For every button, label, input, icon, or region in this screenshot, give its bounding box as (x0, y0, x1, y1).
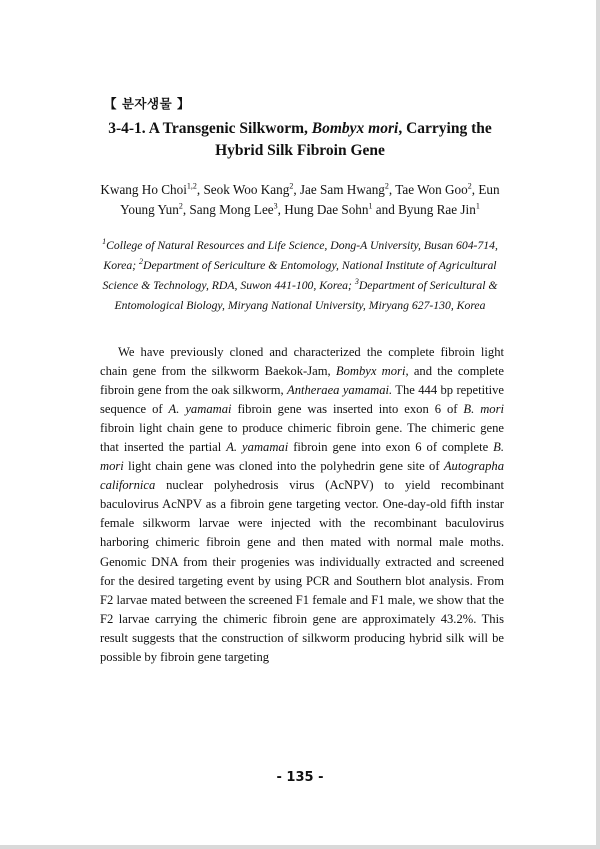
author-affiliation-mark: 3 (273, 201, 278, 211)
author-separator: , (182, 202, 190, 217)
abstract-italic: A. yamamai (226, 440, 289, 455)
affiliations (100, 236, 500, 316)
author-name: Byung Rae Jin (398, 202, 476, 217)
title-species: Bombyx mori (311, 120, 399, 137)
author-separator: , (196, 182, 204, 197)
abstract-italic: B. mori (100, 440, 504, 474)
title-text-a: A Transgenic Silkworm, (148, 120, 308, 137)
author-name: Eun Young Yun (120, 182, 500, 217)
abstract-text: and the complete fibroin gene from the oak silkworm, (100, 364, 504, 398)
abstract-text: We have previously cloned and characterized the complete fibroin light chain gene from the silkworm Baekok-Jam, (100, 345, 504, 379)
author-name: Seok Woo Kang (203, 182, 290, 197)
author-name: Tae Won Goo (395, 182, 468, 197)
author-name: Sang Mong Lee (189, 202, 274, 217)
abstract-italic: A. yamamai (168, 402, 232, 417)
author-affiliation-mark: 2 (467, 181, 472, 191)
section-category: 【 분자생물 】 (104, 96, 191, 111)
author-name: Kwang Ho Choi (100, 182, 187, 197)
title-text-b: , Carrying the (398, 120, 492, 137)
author-separator: , (388, 182, 396, 197)
author-separator: , (471, 182, 479, 197)
abstract-body (100, 343, 504, 667)
affiliation-mark: 1 (102, 237, 107, 247)
author-separator: and (372, 202, 399, 217)
author-separator: , (277, 202, 285, 217)
abstract-italic: B. mori (463, 402, 504, 417)
abstract-italic: Antheraea yamamai. (287, 383, 393, 398)
author-affiliation-mark: 1,2 (186, 181, 197, 191)
abstract-text: fibroin gene into exon 6 of complete (288, 440, 494, 455)
abstract-italic: Autographa californica (100, 459, 504, 493)
abstract-italic: Bombyx mori, (335, 364, 409, 379)
author-list (100, 180, 500, 220)
page-number: - 135 - (276, 770, 324, 785)
abstract-text: The 444 bp repetitive sequence of (100, 383, 504, 417)
affiliation-mark: 2 (139, 257, 144, 267)
abstract-text: fibroin light chain gene to produce chimeric fibroin gene. The chimeric gene that inserted the partial (100, 421, 504, 455)
paper-title (80, 118, 520, 162)
abstract-text: nuclear polyhedrosis virus (AcNPV) to yield recombinant baculovirus AcNPV as a fibroin gene targeting vector. One-day-old fifth instar female silkworm larvae were injected with the recombinant baculovirus harboring chimeric fibroin gene and then mated with normal male moths. Genomic DNA from their progenies was individually extracted and screened for the desired targeting event by using PCR and Southern blot analysis. From F2 larvae mated between the screened F1 female and F1 male, we show that the F2 larvae carrying the chimeric fibroin gene are approximately 43.2%. This result suggests that the construction of silkworm producing hybrid silk will be possible by fibroin gene targeting (100, 478, 504, 664)
affiliation-text: College of Natural Resources and Life Science, Dong-A University, Busan 604-714, Korea; (103, 239, 498, 272)
title-line-2: Hybrid Silk Fibroin Gene (215, 142, 385, 159)
author-affiliation-mark: 1 (368, 201, 373, 211)
affiliation-mark: 3 (354, 277, 359, 287)
author-affiliation-mark: 2 (178, 201, 183, 211)
author-affiliation-mark: 2 (289, 181, 294, 191)
author-name: Jae Sam Hwang (299, 182, 385, 197)
author-affiliation-mark: 2 (384, 181, 389, 191)
abstract-text: fibroin gene was inserted into exon 6 of (231, 402, 464, 417)
affiliation-text: Department of Sericultural & Entomological Biology, Miryang National University, Miryang 627-130, Korea (114, 279, 498, 312)
author-separator: , (293, 182, 300, 197)
author-name: Hung Dae Sohn (284, 202, 369, 217)
affiliation-text: Department of Sericulture & Entomology, National Institute of Agricultural Science & Technology, RDA, Suwon 441-100, Korea; (102, 259, 497, 292)
title-line-1 (80, 118, 520, 140)
author-affiliation-mark: 1 (475, 201, 480, 211)
abstract-text: light chain gene was cloned into the polyhedrin gene site of (123, 459, 444, 474)
title-number: 3-4-1. (108, 120, 146, 137)
